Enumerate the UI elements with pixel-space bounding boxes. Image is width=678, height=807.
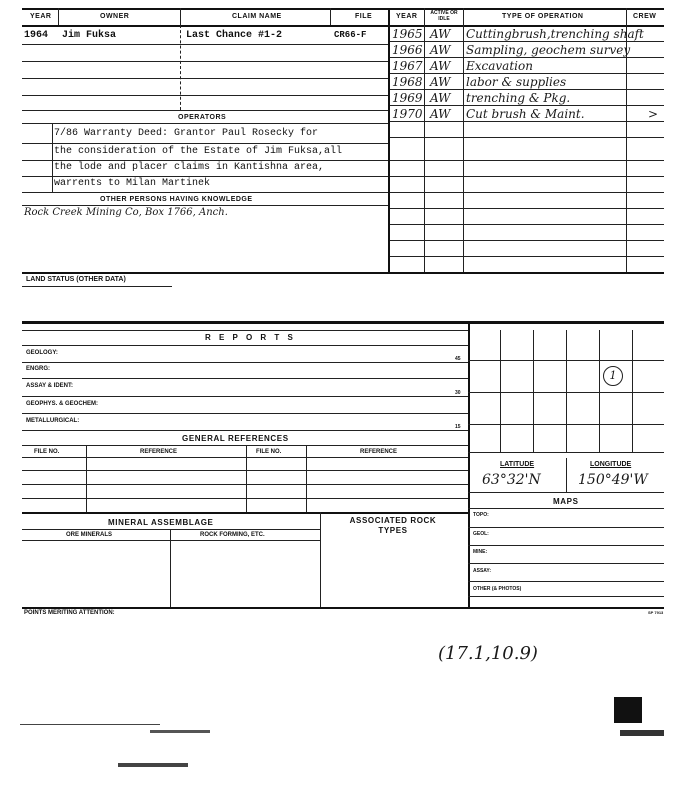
operators-line: warrents to Milan Martinek bbox=[54, 178, 211, 189]
maps-assay: ASSAY: bbox=[473, 568, 492, 574]
reports-rule bbox=[22, 430, 468, 431]
ops-rule bbox=[390, 137, 664, 138]
row-rule bbox=[22, 44, 388, 45]
operators-line: 7/86 Warranty Deed: Grantor Paul Rosecky for bbox=[54, 128, 319, 139]
maps-topo: TOPO: bbox=[473, 512, 489, 518]
reports-rule bbox=[22, 345, 468, 346]
top-rule bbox=[22, 8, 664, 10]
header-type-of-operation: TYPE OF OPERATION bbox=[502, 13, 584, 20]
reports-row-assay: ASSAY & IDENT: bbox=[26, 383, 74, 389]
grid-line bbox=[468, 392, 664, 393]
gen-ref-sep bbox=[86, 445, 87, 512]
gen-ref-sep bbox=[246, 445, 247, 512]
mineral-rule bbox=[22, 540, 320, 541]
reports-side-number: 45 bbox=[455, 356, 461, 362]
latitude-value: 63°32'N bbox=[482, 472, 541, 488]
op-type: labor & supplies bbox=[466, 75, 567, 89]
coords-top-rule bbox=[468, 452, 664, 453]
bottom-note: (17.1,10.9) bbox=[438, 643, 538, 664]
reports-rule bbox=[22, 362, 468, 363]
other-persons-rule bbox=[22, 192, 388, 193]
coords-bottom-rule bbox=[468, 492, 664, 493]
header-year-2: YEAR bbox=[396, 13, 418, 20]
operators-rule bbox=[22, 176, 388, 177]
row-rule bbox=[22, 78, 388, 79]
grid-line bbox=[468, 360, 664, 361]
ops-rule bbox=[390, 192, 664, 193]
maps-rule bbox=[468, 508, 664, 509]
gen-ref-col-reference-2: REFERENCE bbox=[360, 449, 398, 455]
other-persons-title: OTHER PERSONS HAVING KNOWLEDGE bbox=[100, 196, 253, 203]
op-status: AW bbox=[430, 43, 451, 57]
other-persons-rule bbox=[22, 205, 388, 206]
longitude-label: LONGITUDE bbox=[590, 461, 632, 468]
rock-forming: ROCK FORMING, ETC. bbox=[200, 532, 265, 538]
header-crew: CREW bbox=[633, 13, 657, 20]
claim-year: 1964 bbox=[24, 30, 49, 41]
scan-artifact-line bbox=[20, 724, 160, 725]
maps-geol: GEOL: bbox=[473, 531, 489, 537]
land-status-rule bbox=[22, 272, 664, 274]
gen-ref-rule bbox=[22, 445, 468, 446]
reports-title: R E P O R T S bbox=[205, 333, 296, 342]
operators-top-rule bbox=[22, 110, 388, 111]
scan-artifact-smudge bbox=[118, 763, 188, 767]
maps-rule bbox=[468, 581, 664, 582]
ops-rule bbox=[390, 208, 664, 209]
operators-rule bbox=[22, 123, 388, 124]
maps-rule bbox=[468, 596, 664, 597]
land-status-label: LAND STATUS (OTHER DATA) bbox=[26, 276, 126, 283]
grid-line bbox=[632, 330, 633, 452]
header-active-idle: ACTIVE OR IDLE bbox=[430, 10, 458, 22]
op-status: AW bbox=[430, 59, 451, 73]
crew-mark: > bbox=[648, 107, 659, 121]
claim-file: CR66-F bbox=[334, 30, 367, 40]
reports-right-border bbox=[468, 321, 470, 608]
reports-rule bbox=[22, 396, 468, 397]
reports-rule bbox=[22, 378, 468, 379]
reports-row-geology: GEOLOGY: bbox=[26, 350, 58, 356]
center-divider bbox=[388, 8, 390, 272]
grid-line bbox=[599, 330, 600, 452]
grid-line bbox=[500, 330, 501, 452]
header-owner: OWNER bbox=[100, 13, 130, 20]
op-year: 1968 bbox=[392, 75, 423, 89]
op-status: AW bbox=[430, 91, 451, 105]
header-year: YEAR bbox=[30, 13, 52, 20]
operators-line: the lode and placer claims in Kantishna area, bbox=[54, 162, 325, 173]
operators-rule bbox=[22, 143, 388, 144]
longitude-value: 150°49'W bbox=[578, 472, 648, 488]
mineral-top-rule bbox=[22, 512, 468, 514]
row-rule bbox=[22, 95, 388, 96]
gen-ref-col-file-no-2: FILE NO. bbox=[256, 449, 282, 455]
op-type: trenching & Pkg. bbox=[466, 91, 571, 105]
claim-owner: Jim Fuksa bbox=[62, 30, 117, 41]
ops-rule bbox=[390, 73, 664, 74]
operators-rule bbox=[22, 160, 388, 161]
op-type: Cut brush & Maint. bbox=[466, 107, 585, 121]
op-status: AW bbox=[430, 75, 451, 89]
ops-rule bbox=[390, 224, 664, 225]
scan-artifact-block bbox=[614, 697, 642, 723]
op-year: 1965 bbox=[392, 27, 423, 41]
op-type: Excavation bbox=[466, 59, 533, 73]
associated-rock-types: ASSOCIATED ROCK TYPES bbox=[349, 516, 437, 535]
mineral-title: MINERAL ASSEMBLAGE bbox=[108, 518, 214, 527]
grid-circled-number: 1 bbox=[603, 366, 623, 386]
gen-ref-col-file-no: FILE NO. bbox=[34, 449, 60, 455]
hdr-sep bbox=[180, 8, 181, 25]
maps-title: MAPS bbox=[553, 497, 579, 506]
other-persons-line: Rock Creek Mining Co, Box 1766, Anch. bbox=[24, 207, 228, 218]
row-rule bbox=[22, 61, 388, 62]
op-year: 1969 bbox=[392, 91, 423, 105]
op-year: 1967 bbox=[392, 59, 423, 73]
operators-margin bbox=[52, 123, 53, 193]
points-rule bbox=[22, 607, 664, 609]
ops-rule bbox=[390, 160, 664, 161]
reports-side-number: 30 bbox=[455, 390, 461, 396]
grid-line bbox=[468, 424, 664, 425]
scan-artifact-smudge bbox=[620, 730, 664, 736]
op-year: 1970 bbox=[392, 107, 423, 121]
op-status: AW bbox=[430, 107, 451, 121]
reports-side-number: 15 bbox=[455, 424, 461, 430]
hdr-sep bbox=[330, 8, 331, 25]
reports-row-metallurgical: METALLURGICAL: bbox=[26, 418, 80, 424]
reports-rule bbox=[22, 413, 468, 414]
operators-line: the consideration of the Estate of Jim Fuksa,all bbox=[54, 146, 343, 157]
grid-line bbox=[566, 330, 567, 452]
hdr-sep bbox=[58, 8, 59, 25]
reports-rule bbox=[22, 330, 468, 331]
header-file: FILE bbox=[355, 13, 373, 20]
operators-title: OPERATORS bbox=[178, 114, 227, 121]
year-col-sep bbox=[424, 8, 425, 272]
gen-ref-rule bbox=[22, 457, 468, 458]
gen-ref-rule bbox=[22, 470, 468, 471]
latitude-label: LATITUDE bbox=[500, 461, 535, 468]
op-type: Sampling, geochem survey bbox=[466, 43, 631, 57]
op-status: AW bbox=[430, 27, 451, 41]
land-status-underline bbox=[22, 286, 172, 287]
reports-row-geophys: GEOPHYS. & GEOCHEM: bbox=[26, 401, 99, 407]
ops-rule bbox=[390, 57, 664, 58]
gen-ref-rule bbox=[22, 498, 468, 499]
op-type: Cuttingbrush,trenching shaft bbox=[466, 27, 644, 41]
grid-line bbox=[533, 330, 534, 452]
general-references-title: GENERAL REFERENCES bbox=[182, 434, 289, 443]
ops-rule bbox=[390, 121, 664, 122]
reports-row-engrg: ENGRG: bbox=[26, 366, 50, 372]
mineral-sep bbox=[320, 512, 321, 608]
ops-rule bbox=[390, 176, 664, 177]
ops-rule bbox=[390, 240, 664, 241]
form-number: SP 7913 bbox=[648, 610, 664, 615]
mineral-sep bbox=[170, 529, 171, 608]
ops-rule bbox=[390, 41, 664, 42]
maps-other: OTHER (& PHOTOS) bbox=[473, 586, 522, 592]
points-meriting-attention: POINTS MERITING ATTENTION: bbox=[24, 610, 115, 616]
gen-ref-sep bbox=[306, 445, 307, 512]
ops-rule bbox=[390, 105, 664, 106]
maps-mine: MINE: bbox=[473, 549, 488, 555]
gen-ref-col-reference: REFERENCE bbox=[140, 449, 178, 455]
status-col-sep bbox=[463, 8, 464, 272]
header-claim-name: CLAIM NAME bbox=[232, 13, 282, 20]
gen-ref-rule bbox=[22, 484, 468, 485]
row-sep bbox=[180, 25, 181, 110]
ops-rule bbox=[390, 89, 664, 90]
mineral-rule bbox=[22, 529, 320, 530]
scan-artifact-smudge bbox=[150, 730, 210, 733]
reports-top-rule bbox=[22, 321, 664, 324]
maps-rule bbox=[468, 527, 664, 528]
ore-minerals: ORE MINERALS bbox=[66, 532, 113, 538]
maps-rule bbox=[468, 563, 664, 564]
op-year: 1966 bbox=[392, 43, 423, 57]
maps-rule bbox=[468, 545, 664, 546]
coords-sep bbox=[566, 458, 567, 492]
claim-name: Last Chance #1-2 bbox=[186, 30, 283, 41]
ops-rule bbox=[390, 256, 664, 257]
